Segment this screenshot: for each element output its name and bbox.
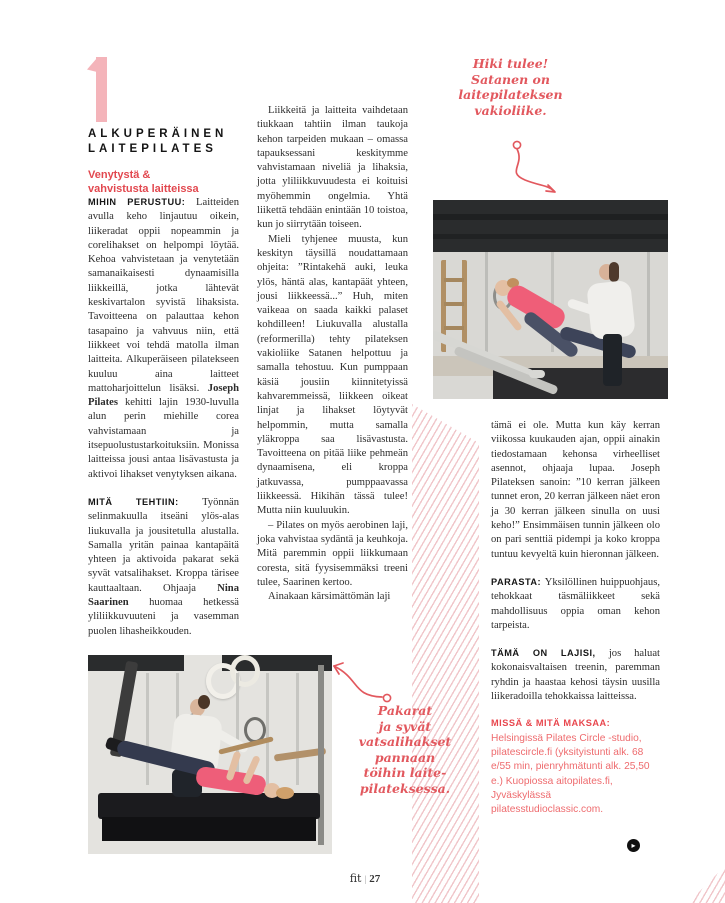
paragraph-text: Helsingissä Pilates Circle -studio, pilatescircle.fi (yksityistunti alk. 68 e/55 min, pienryhmätunti alk. 25,50 e.) Kuopiossa aitopilates.fi, Jyväskylässä pilatesstudioclassic.com. (491, 732, 650, 816)
paragraph (491, 419, 660, 562)
annotation-line: pannaan (374, 749, 436, 765)
paragraph-text: Nina Saarinen (88, 582, 239, 609)
paragraph-text: tämä ei ole. Mutta kun käy kerran viikossa kuukauden ajan, oppii ainakin tiedostamaan kehonsa virheelliset asennot, ohjaaja lupaa. Joseph Pilateksen sanoin: ”10 kerran jälkeen tunnet eron, 20 kerran jälkeen näet eron ja 30 kerran jälkeen sinulla on uusi keho!” Ensimmäisen tunnin jälkeen olo on pari senttiä pidempi ja koko kroppa tuntuu kevyeltä kuin hieronnan jälkeen. (491, 420, 660, 560)
stripe-corner-decoration (688, 866, 725, 903)
kicker-line: ALKUPERÄINEN (88, 128, 228, 140)
annotation-line: vatsalihakset (358, 734, 452, 749)
magazine-brand: fit (349, 872, 362, 885)
photo-metal-post (296, 673, 299, 785)
paragraph (257, 519, 408, 590)
photo-ladder-rung (444, 278, 464, 282)
photo-ladder-rung (444, 326, 464, 330)
footer-separator: | (364, 874, 367, 884)
paragraph-text: – Pilates on myös aerobinen laji, joka vahvistaa sydäntä ja keuhkoja. Mitä paremmin oppii liikkumaan coresta, sitä fyysisemmäksi treeni tulee, Saarinen kertoo. (257, 519, 408, 588)
paragraph-text: kehitti lajin 1930-luvulla alun perin miehille corea vahvistamaan ja itsepuolustustarkoituksiin. Monissa laitteissa jousi antaa lisävastusta ja aktivoi lihakset venytyksen aikana. (88, 397, 239, 480)
paragraph (491, 575, 660, 633)
paragraph (88, 195, 239, 482)
photo-trapeze-table (88, 655, 332, 854)
photo-metal-post (647, 252, 650, 356)
paragraph (491, 646, 660, 704)
kicker-line: LAITEPILATES (88, 143, 217, 155)
trainee-shoe (529, 370, 545, 378)
paragraph (88, 495, 239, 639)
body-column-3 (491, 419, 660, 817)
paragraph-text: Joseph Pilates (88, 382, 239, 409)
paragraph-text: Mieli tyhjenee muusta, kun keskityn täysillä noudattamaan ohjeita: ”Rintakehä auki, leuka ylös, häntä alas, kantapäät yhteen, jousi liikkeessä...” Huh, miten vaikeaa on saada kaikki palaset kohdilleen! Liukuvalla alustalla (reformerilla) tehty pilateksen vakioliike Satanen helpottuu ja samalla tehostuu. Kun pumppaan käsiä jousiin kiinnitetyissä kahvaremmeissä, liikkeen oikeat linjat ja lihakset löytyvät helpommin, mutta samalla yläkroppa saa lisävastusta. Tavoitteena on pitää liike pehmeän dynaamisena, eli kroppa jatkuvassa, pumppaavassa liikkeessä. Hikihän tässä tulee! Mutta niin kuuluukin. (257, 233, 408, 517)
annotation-line: vakioliike. (474, 102, 547, 118)
paragraph (257, 104, 408, 233)
photo-metal-post (146, 673, 149, 785)
annotation-line: pilateksessa. (359, 780, 451, 796)
subhead-line: Venytystä & (88, 169, 151, 181)
body-column-2 (257, 104, 408, 604)
paragraph-lead-in: PARASTA: (491, 576, 545, 587)
paragraph-text: Yksilöllinen huippuohjaus, tehokkaat täsmäliikkeet sekä mahdollisuus oppia oman kehon tarpeista. (491, 576, 661, 631)
numeral-one (96, 57, 107, 122)
paragraph-lead-in: MIHIN PERUSTUU: (88, 197, 197, 207)
paragraph-lead-in: MISSÄ & MITÄ MAKSAA: (491, 718, 611, 729)
numeral-one-flag (87, 58, 97, 72)
paragraph-text: huomaa hetkessä yliliikkuvuuteni ja vasemman puolen lihasheikkouden. (88, 597, 239, 637)
instructor-hair (198, 695, 210, 709)
photo-ceiling (433, 200, 668, 252)
curved-arrow-down-icon (503, 138, 569, 198)
annotation-line: töihin laite- (363, 765, 447, 780)
curved-arrow-left-icon (326, 655, 400, 707)
stripe-band-decoration (412, 404, 479, 903)
annotation-line: Hiki tulee! (472, 56, 549, 71)
end-of-article-icon: ▸ (627, 839, 640, 852)
photo-metal-post (485, 252, 488, 356)
annotation-line: ja syvät (378, 718, 432, 734)
annotation-line: Pakarat (377, 703, 433, 718)
photo-ceiling-beam (433, 234, 668, 239)
annotation-line: laitepilateksen (458, 87, 563, 102)
page-footer (330, 872, 400, 885)
subhead-line: vahvistusta laitteissa (88, 183, 199, 195)
photo-hanging-ring (230, 655, 260, 687)
paragraph-lead-in: MITÄ TEHTIIN: (88, 496, 203, 507)
photo-reformer-lunge (433, 200, 668, 399)
paragraph-text: Liikkeitä ja laitteita vaihdetaan tiukkaan tahtiin ilman taukoja kehon tarpeiden mukaan – omassa tapauksessani keskitymme vahvistamaan niveliä ja lihaksia, jotta yliliikkuvuudesta ei koituisi myöhemmin ongelmia. Yhtä liikettä tehdään enintään 10 toistoa, kun jo siirrytään toiseen. (257, 105, 408, 231)
page-number: 27 (369, 873, 381, 885)
instructor-legs (603, 334, 622, 386)
paragraph (257, 233, 408, 519)
article-subhead (88, 168, 199, 196)
photo-table-base (102, 817, 316, 841)
paragraph-lead-in: TÄMÄ ON LAJISI, (491, 648, 609, 659)
photo-ceiling-beam (433, 214, 668, 220)
paragraph-text: jos haluat kokonaisvaltaisen treenin, paremman ryhdin ja haastaa kehosi täysin uusilla liikeradoilla tehokkaissa laitteissa. (491, 648, 660, 703)
trainee-hair (276, 787, 294, 799)
instructor-hair (609, 262, 619, 282)
annotation-line: Satanen on (471, 71, 550, 87)
paragraph-text: Ainakaan kärsimättömän laji (268, 591, 391, 603)
body-column-1 (88, 195, 239, 639)
photo-metal-post (266, 673, 269, 785)
annotation-top (443, 56, 578, 118)
paragraph-text: Työnnän selinmakuulla itseäni ylös-alas liukuvalla ja jousitetulla alustalla. Samalla yritän painaa kantapäitä yhteen ja aktivoida pakarat sekä syvät vatsalihakset. Kroppa tärisee kauttaaltaan. Ohjaaja (88, 496, 239, 594)
photo-ladder-rung (444, 302, 464, 306)
paragraph-text: Laitteiden avulla keho linjautuu oikein, liikeradat oppii nopeammin ja corelihakset on helpompi löytää. Kehoa vahvistetaan ja venytetään samanaikaisesti dynaamisilla liikkeillä, jotka lähtevät keskivartalon syvistä lihaksista. Tavoitteena on palauttaa kehon tasapaino ja vahvuus niin, että liikkeet voi tehdä matolla ilman laitteita. Alkuperäiseen pilatekseen kuuluu aina laitteet mattoharjoittelun lisäksi. (88, 197, 239, 394)
paragraph (257, 590, 408, 604)
paragraph (491, 717, 660, 817)
annotation-bottom (346, 703, 464, 796)
article-kicker (88, 127, 227, 157)
